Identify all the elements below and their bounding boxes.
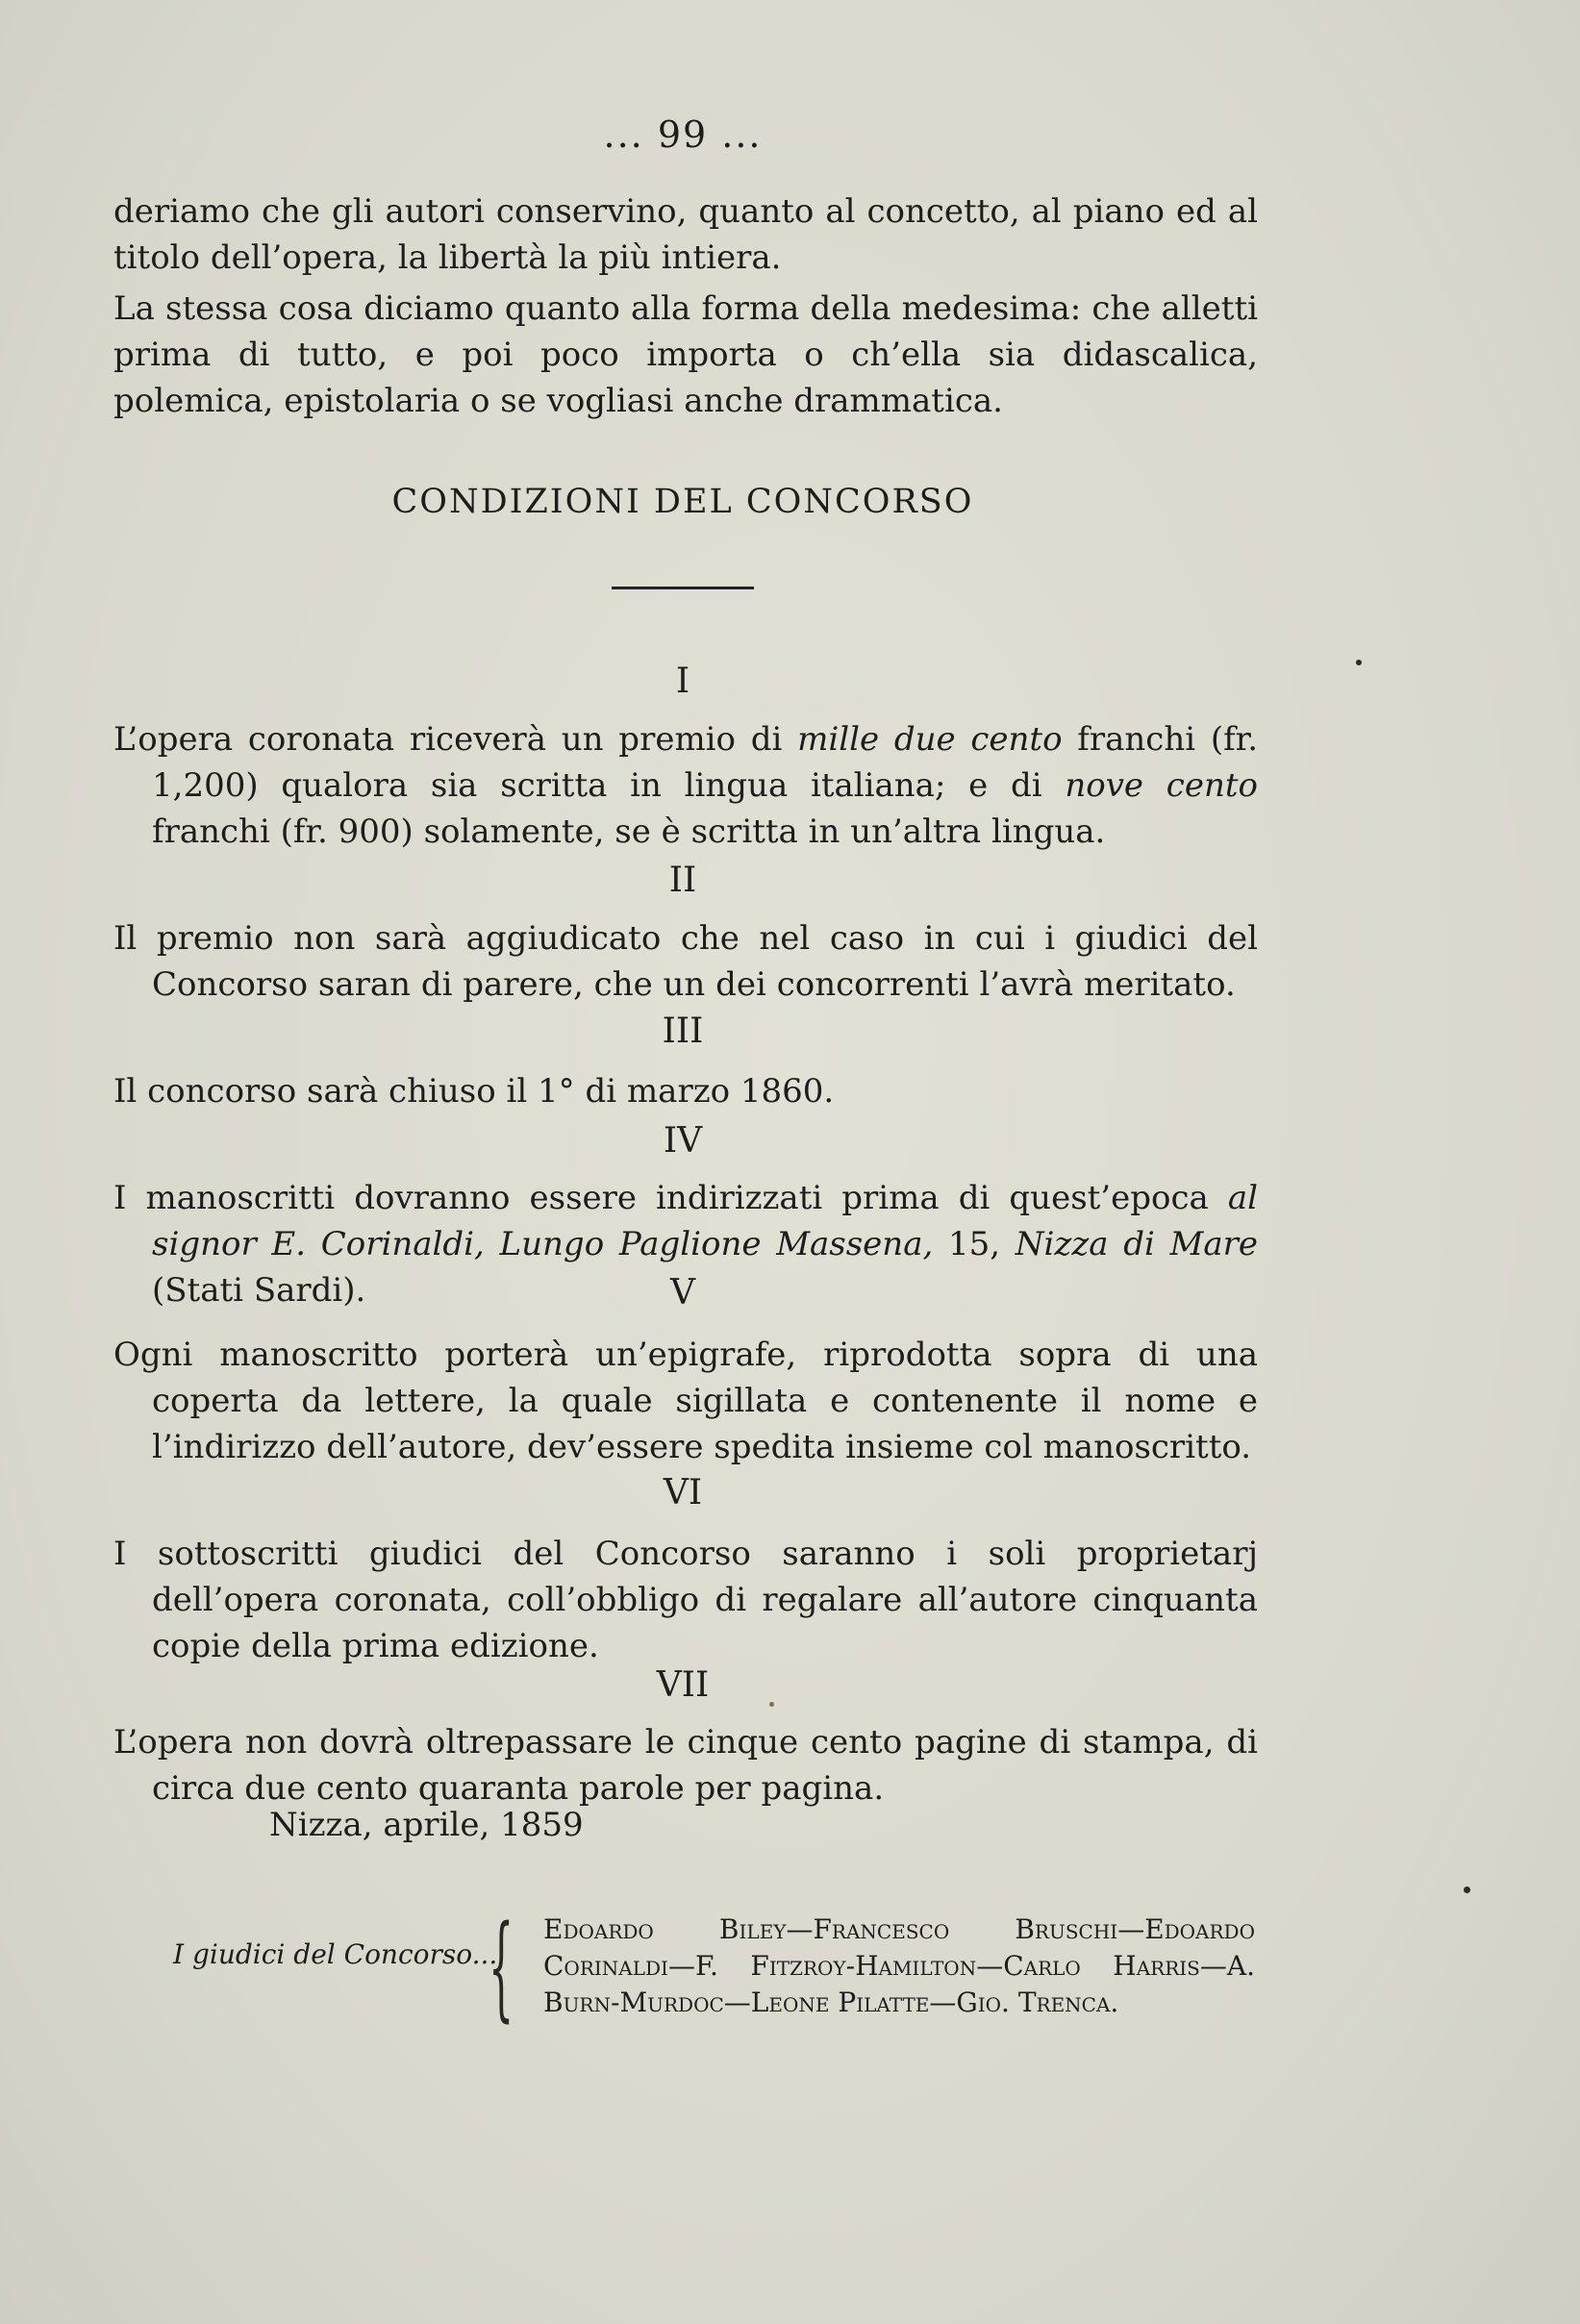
- article-1-italic-2: nove cento: [1065, 766, 1258, 805]
- article-7-text: L’opera non dovrà oltrepassare le cinque cento pagine di stampa, di circa due cento quaranta parole per pagina.: [113, 1723, 1258, 1808]
- article-numeral-4: IV: [663, 1121, 703, 1161]
- article-numeral-6: VI: [663, 1473, 703, 1512]
- judges-names: Edoardo Biley—Francesco Bruschi—Edoardo Corinaldi—F. Fitzroy-Hamilton—Carlo Harris—A. Burn-Murdoc—Leone Pilatte—Gio. Trenca.: [543, 1913, 1255, 2018]
- article-1-part-1: L’opera coronata riceverà un premio di: [113, 720, 798, 759]
- article-numeral-1: I: [675, 662, 690, 701]
- intro-paragraph-1: deriamo che gli autori conservino, quanto al concetto, al piano ed al titolo dell’opera, la libertà la più intiera.: [113, 192, 1258, 277]
- article-1-italic-1: mille due cento: [797, 720, 1063, 759]
- article-1-part-2: franchi (fr. 1,200) qualora sia scritta in lingua italiana; e di: [152, 720, 1258, 805]
- article-5-text: Ogni manoscritto porterà un’epigrafe, riprodotta sopra di una coperta da lettere, la quale sigillata e contenente il nome e l’indirizzo dell’autore, dev’essere spedita insieme col manoscritto.: [113, 1336, 1258, 1466]
- article-numeral-5: V: [670, 1273, 695, 1312]
- judges-label: I giudici del Concorso...: [173, 1938, 498, 1970]
- brace-icon: {: [489, 1900, 514, 2033]
- article-2-text: Il premio non sarà aggiudicato che nel caso in cui i giudici del Concorso saran di parere, che un dei concorrenti l’avrà meritato.: [113, 919, 1258, 1004]
- paper-speck: [769, 1702, 774, 1707]
- article-1-text: [113, 716, 1258, 855]
- article-4-italic-2: Nizza di Mare: [1015, 1225, 1259, 1263]
- article-6-text: I sottoscritti giudici del Concorso saranno i soli proprietarj dell’opera coronata, coll’obbligo di regalare all’autore cinquanta copie della prima edizione.: [113, 1535, 1258, 1665]
- paper-speck: [1356, 660, 1362, 665]
- title-rule: [612, 587, 754, 589]
- article-4-italic-1: al signor E. Corinaldi, Lungo Paglione Massena,: [152, 1179, 1258, 1263]
- article-numeral-7: VII: [656, 1665, 710, 1705]
- paper-speck: [1464, 1887, 1470, 1893]
- place-date: Nizza, aprile, 1859: [269, 1806, 584, 1844]
- article-1-part-3: franchi (fr. 900) solamente, se è scritta in un’altra lingua.: [152, 812, 1106, 851]
- article-4-part-2: 15,: [933, 1225, 1016, 1263]
- article-4-part-1: I manoscritti dovranno essere indirizzati prima di quest’epoca: [113, 1179, 1228, 1217]
- article-numeral-3: III: [662, 1012, 704, 1051]
- page-number-header: ... 99 ...: [603, 113, 763, 156]
- article-3-text: Il concorso sarà chiuso il 1° di marzo 1860.: [113, 1072, 835, 1111]
- intro-paragraph-2: La stessa cosa diciamo quanto alla forma della medesima: che alletti prima di tutto, e poi poco importa o ch’ella sia didascalica, polemica, epistolaria o se vogliasi anche drammatica.: [113, 289, 1258, 420]
- article-numeral-2: II: [668, 861, 697, 900]
- article-4-part-3: (Stati Sardi).: [152, 1271, 366, 1310]
- section-title: CONDIZIONI DEL CONCORSO: [391, 483, 974, 521]
